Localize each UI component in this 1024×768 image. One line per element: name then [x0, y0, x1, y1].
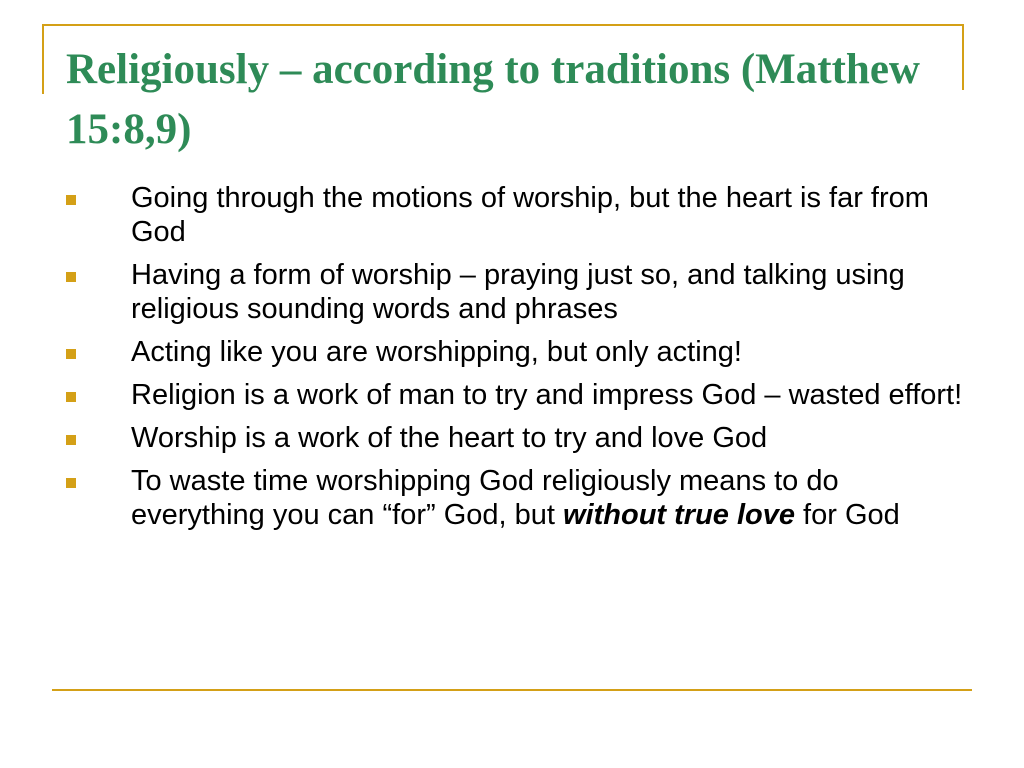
- bullet-square-icon: [66, 349, 76, 359]
- bullet-item: [66, 421, 966, 455]
- bullet-square-icon: [66, 478, 76, 488]
- slide-title: Religiously – according to traditions (Matthew 15:8,9): [66, 46, 920, 153]
- bullet-text: Religion is a work of man to try and impress God – wasted effort!: [131, 379, 963, 411]
- bullet-text: Having a form of worship – praying just so, and talking using religious sounding words and phrases: [131, 259, 905, 325]
- bullet-square-icon: [66, 392, 76, 402]
- frame-top-line: [42, 24, 964, 26]
- bullet-square-icon: [66, 435, 76, 445]
- bullet-text: Going through the motions of worship, but the heart is far from God: [131, 182, 929, 248]
- bullet-text-end: for God: [795, 499, 900, 531]
- bullet-emphasis: without true love: [563, 499, 795, 531]
- bullet-item: [66, 464, 966, 532]
- bullet-text: Worship is a work of the heart to try and love God: [131, 422, 768, 454]
- bullet-item: [66, 258, 966, 326]
- bullet-square-icon: [66, 195, 76, 205]
- frame-left-line: [42, 24, 44, 94]
- bullet-item: [66, 181, 966, 249]
- bullet-item: [66, 335, 966, 369]
- bullet-square-icon: [66, 272, 76, 282]
- bullet-item: [66, 378, 966, 412]
- bottom-rule: [52, 689, 972, 691]
- bullet-list: [66, 181, 966, 541]
- bullet-text-start: To waste time worshipping God religiously means to do everything you can “for” God, but: [131, 465, 839, 531]
- bullet-text: Acting like you are worshipping, but only acting!: [131, 336, 742, 368]
